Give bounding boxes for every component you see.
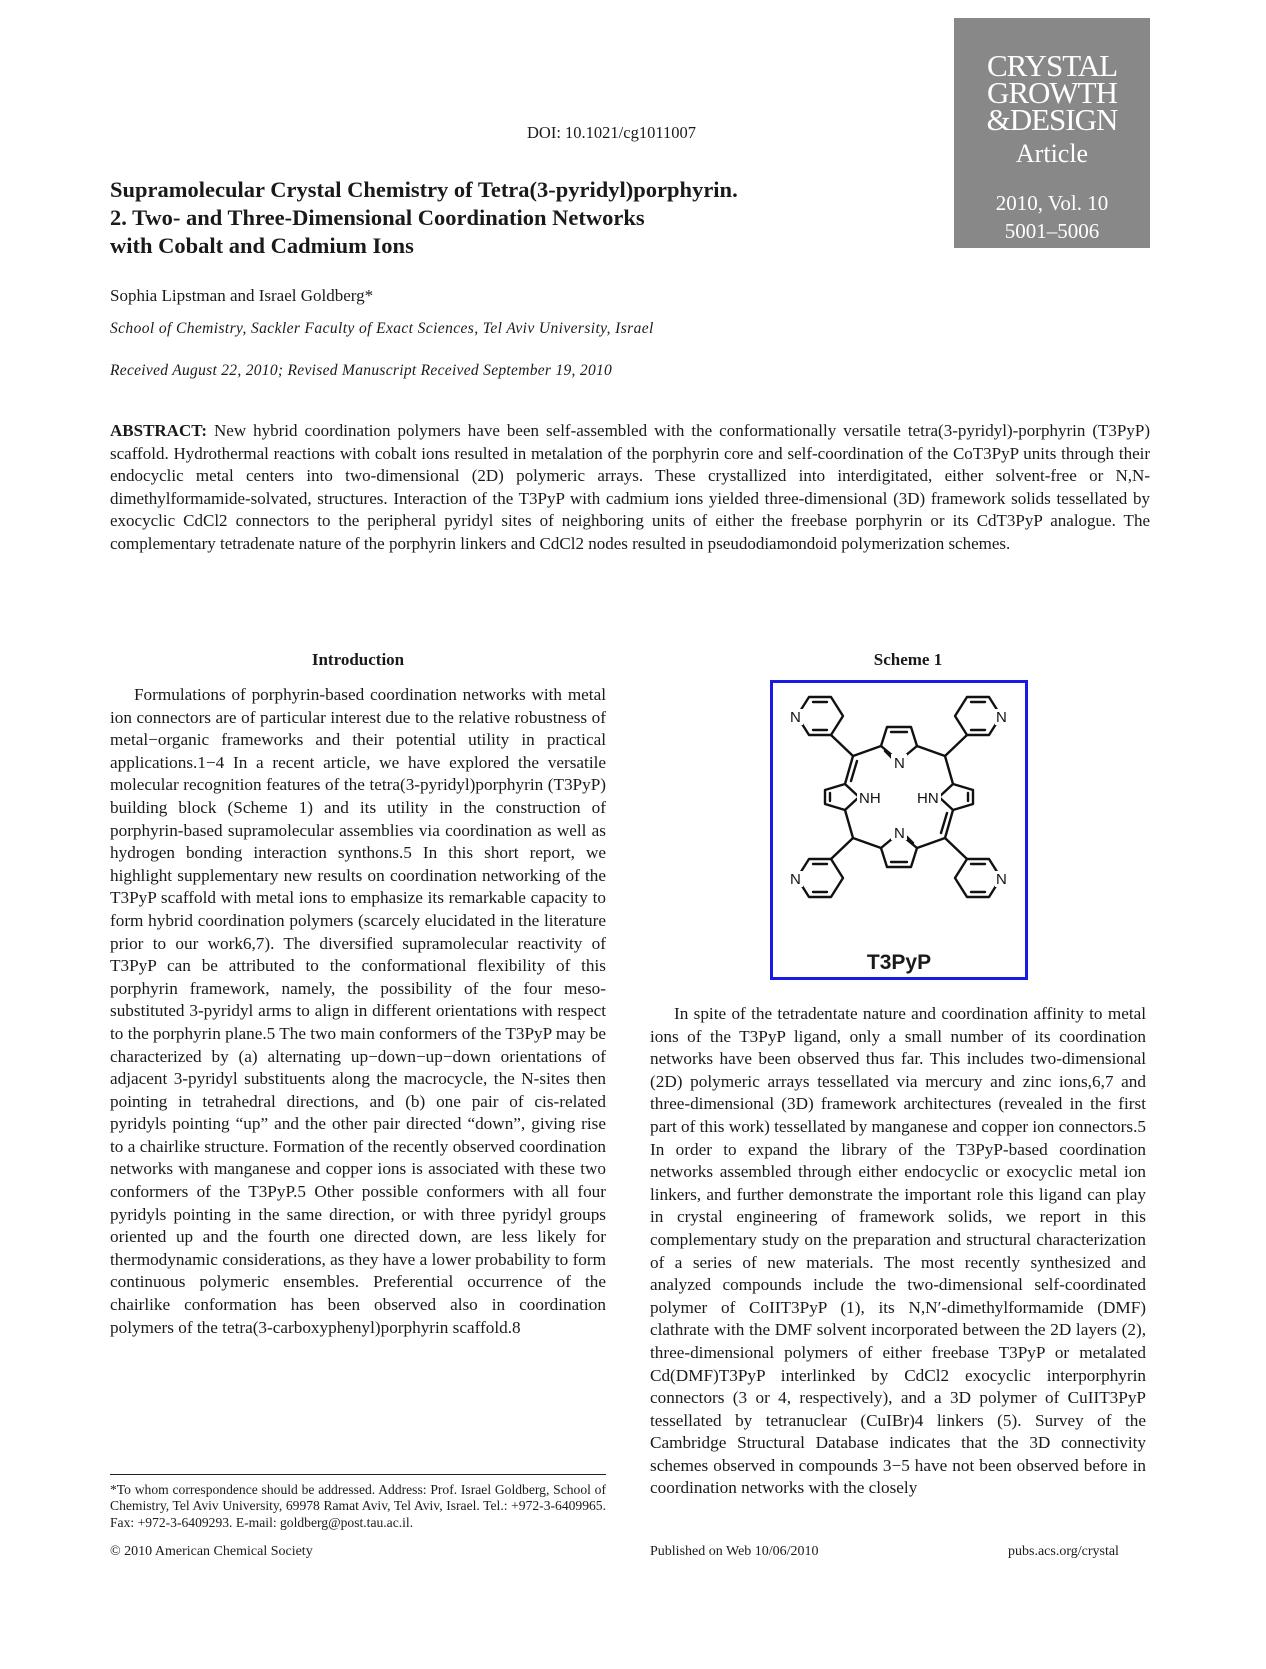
introduction-heading: Introduction (311, 650, 405, 669)
title-line-2: 2. Two- and Three-Dimensional Coordination Networks (110, 205, 645, 230)
received-dates: Received August 22, 2010; Revised Manuscript Received September 19, 2010 (110, 362, 613, 379)
abstract-label: ABSTRACT: (110, 421, 207, 440)
journal-logo (954, 48, 1150, 137)
article-title (110, 176, 870, 260)
porphyrin-structure (773, 683, 1025, 977)
footnote-rule (110, 1474, 606, 1475)
right-column-body (650, 1003, 1146, 1500)
atom-label-hn: HN (917, 790, 939, 807)
authors: Sophia Lipstman and Israel Goldberg* (110, 286, 374, 305)
abstract (110, 420, 1150, 556)
journal-badge (954, 18, 1150, 248)
scheme-compound-label: T3PyP (866, 951, 932, 974)
logo-line-2: GROWTH (986, 75, 1118, 110)
doi[interactable]: DOI: 10.1021/cg1011007 (527, 123, 696, 142)
volume: 2010, Vol. 10 (995, 191, 1109, 215)
copyright: © 2010 American Chemical Society (110, 1544, 313, 1559)
atom-label-nh: NH (859, 790, 881, 807)
atom-label-n-pyridyl-2: N (996, 709, 1007, 726)
scheme-1-figure (770, 680, 1028, 980)
title-line-1: Supramolecular Crystal Chemistry of Tetra(3-pyridyl)porphyrin. (110, 177, 738, 202)
correspondence-footnote: *To whom correspondence should be addressed. Address: Prof. Israel Goldberg, School of Chemistry, Tel Aviv University, 69978 Ramat Aviv, Tel Aviv, Israel. Tel.: +972-3-6409965. Fax: +972-3-6409293. E-mail: goldberg@post.tau.ac.il. (110, 1482, 606, 1530)
journal-url[interactable]: pubs.acs.org/crystal (1008, 1544, 1119, 1559)
scheme-heading: Scheme 1 (873, 650, 943, 669)
pages: 5001–5006 (1004, 219, 1100, 243)
title-line-3: with Cobalt and Cadmium Ions (110, 233, 414, 258)
right-column-paragraph: In spite of the tetradentate nature and coordination affinity to metal ions of the T3PyP ligand, only a small number of its coordination networks have been observed thus far. This includes two-dimensional (2D) polymeric arrays tessellated via mercury and zinc ions,6,7 and three-dimensional (3D) framework architectures (revealed in the first part of this work) tessellated by manganese and copper ion connectors.5 In order to expand the library of the T3PyP-based coordination networks assembled through either endocyclic or exocyclic metal ion linkers, and further demonstrate the important role this ligand can play in crystal engineering of framework solids, we report in this complementary study on the preparation and structural characterization of a series of new materials. The most recently synthesized and analyzed compounds include the two-dimensional self-coordinated polymer of CoIIT3PyP (1), its N,N′-dimethylformamide (DMF) clathrate with the DMF solvent incorporated between the 2D layers (2), three-dimensional polymers of either freebase T3PyP or metalated Cd(DMF)T3PyP interlinked by CdCl2 exocyclic interporphyrin connectors (3 or 4, respectively), and a 3D polymer of CuIIT3PyP tessellated by tetranuclear (CuIBr)4 linkers (5). Survey of the Cambridge Structural Database indicates that the 3D connectivity schemes observed in compounds 3−5 have not been observed before in coordination networks with the closely (650, 1004, 1146, 1498)
published-date: Published on Web 10/06/2010 (650, 1544, 819, 1559)
atom-label-n-bottom: N (894, 825, 905, 842)
atom-label-n-pyridyl-4: N (996, 871, 1007, 888)
atom-label-n-pyridyl-1: N (790, 709, 801, 726)
atom-label-n-pyridyl-3: N (790, 871, 801, 888)
logo-line-1: CRYSTAL (986, 48, 1118, 83)
article-type: Article (1015, 139, 1089, 168)
volume-info (954, 189, 1150, 245)
affiliation: School of Chemistry, Sackler Faculty of Exact Sciences, Tel Aviv University, Israel (110, 320, 654, 337)
abstract-text: New hybrid coordination polymers have been self-assembled with the conformationally versatile tetra(3-pyridyl)-porphyrin (T3PyP) scaffold. Hydrothermal reactions with cobalt ions resulted in metalation of the porphyrin core and self-coordination of the CoT3PyP units through their endocyclic metal centers into two-dimensional (2D) polymeric arrays. These crystallized into interdigitated, either solvent-free or N,N-dimethylformamide-solvated, structures. Interaction of the T3PyP with cadmium ions yielded three-dimensional (3D) framework solids tessellated by exocyclic CdCl2 connectors to the peripheral pyridyl sites of neighboring units of either the freebase porphyrin or its CdT3PyP analogue. The complementary tetradenate nature of the porphyrin linkers and CdCl2 nodes resulted in pseudodiamondoid polymerization schemes. (110, 421, 1150, 553)
logo-line-3: &DESIGN (986, 102, 1118, 137)
atom-label-n-top: N (894, 755, 905, 772)
introduction-paragraph: Formulations of porphyrin-based coordination networks with metal ion connectors are of particular interest due to the relative robustness of metal−organic frameworks and their potential utility in practical applications.1−4 In a recent article, we have explored the versatile molecular recognition features of the tetra(3-pyridyl)porphyrin (T3PyP) building block (Scheme 1) and its utility in the construction of porphyrin-based supramolecular assemblies via coordination as well as hydrogen bonding interaction synthons.5 In this short report, we highlight supplementary new results on coordination networking of the T3PyP scaffold with metal ions to emphasize its remarkable capacity to form hybrid coordination polymers (scarcely elucidated in the literature prior to our work6,7). The diversified supramolecular reactivity of T3PyP can be attributed to the conformational flexibility of this porphyrin framework, namely, the possibility of the four meso-substituted 3-pyridyl arms to align in different orientations with respect to the porphyrin plane.5 The two main conformers of the T3PyP may be characterized by (a) alternating up−down−up−down orientations of adjacent 3-pyridyl substituents along the macrocycle, the N-sites then pointing in tetrahedral directions, and (b) one pair of cis-related pyridyls pointing “up” and the other pair directed “down”, giving rise to a chairlike structure. Formation of the recently observed coordination networks with manganese and copper ions is associated with these two conformers of the T3PyP.5 Other possible conformers with all four pyridyls pointing in the same direction, or with three pyridyl groups oriented up and the fourth one directed down, are less likely for thermodynamic considerations, as they have a lower probability to form continuous polymeric ensembles. Preferential occurrence of the chairlike conformation has been observed also in coordination polymers of the tetra(3-carboxyphenyl)porphyrin scaffold.8 (110, 685, 606, 1337)
introduction-body (110, 684, 606, 1339)
